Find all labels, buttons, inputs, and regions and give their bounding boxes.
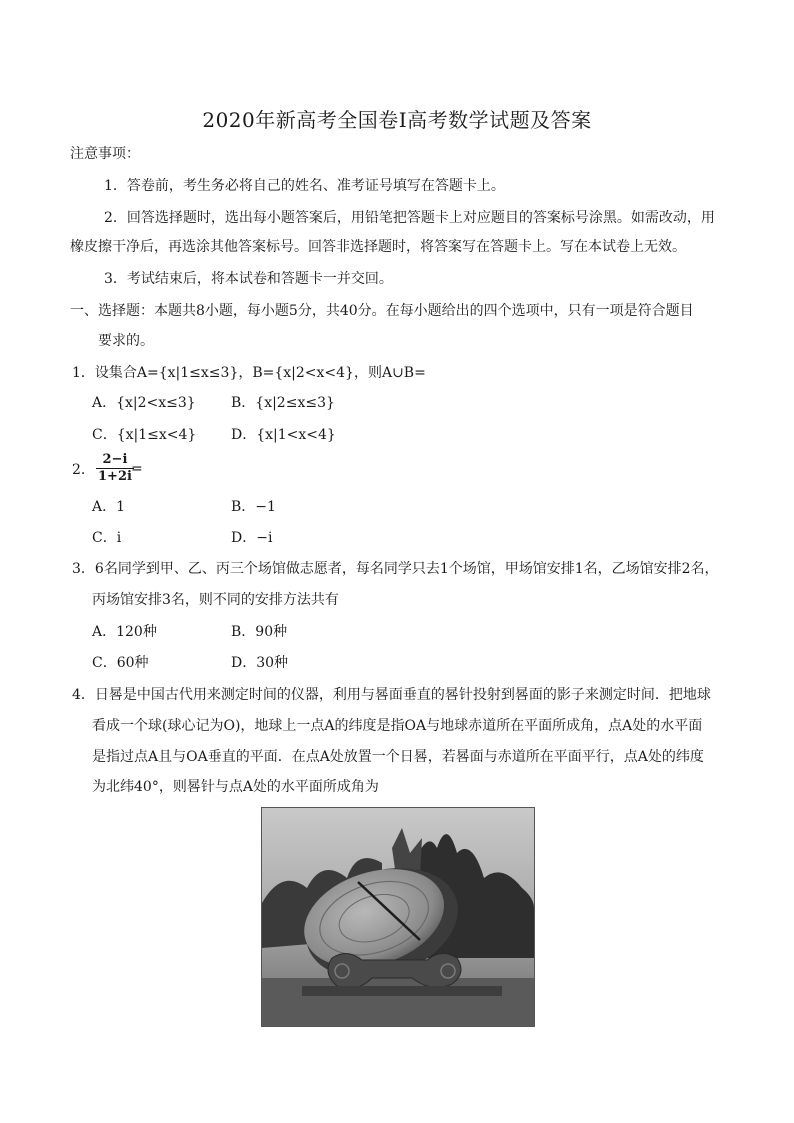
notice-item-2-line-1: 2．回答选择题时，选出每小题答案后，用铅笔把答题卡上对应题目的答案标号涂黑。如需改动，用 bbox=[104, 210, 715, 226]
question-1-option-b: B．{x|2≤x≤3} bbox=[231, 395, 335, 411]
question-1-option-a: A．{x|2<x≤3} bbox=[92, 395, 196, 411]
question-2-option-d: D．−i bbox=[231, 530, 273, 546]
question-3-stem-line-1: 3．6名同学到甲、乙、丙三个场馆做志愿者，每名同学只去1个场馆，甲场馆安排1名，乙场馆安排2名， bbox=[72, 561, 719, 577]
notice-item-1: 1．答卷前，考生务必将自己的姓名、准考证号填写在答题卡上。 bbox=[104, 178, 505, 194]
question-3-stem-line-2: 丙场馆安排3名，则不同的安排方法共有 bbox=[92, 592, 339, 608]
question-2-fraction bbox=[96, 453, 134, 484]
notice-item-2-line-2: 橡皮擦干净后，再选涂其他答案标号。回答非选择题时，将答案写在答题卡上。写在本试卷上无效。 bbox=[70, 239, 686, 255]
question-2-option-b: B．−1 bbox=[231, 499, 276, 515]
fraction-numerator: 2−i bbox=[102, 452, 128, 467]
ground bbox=[262, 978, 534, 1026]
question-4-stem-line-4: 为北纬40°，则晷针与点A处的水平面所成角为 bbox=[92, 779, 379, 795]
section-heading: 一、选择题：本题共8小题，每小题5分，共40分。在每小题给出的四个选项中，只有一项是符合题目 bbox=[70, 303, 694, 319]
notice-item-3: 3．考试结束后，将本试卷和答题卡一并交回。 bbox=[104, 271, 393, 287]
question-3-option-a: A．120种 bbox=[92, 624, 157, 640]
question-3-option-c: C．60种 bbox=[92, 655, 149, 671]
page-title: 2020年新高考全国卷Ⅰ高考数学试题及答案 bbox=[202, 108, 592, 132]
question-2-option-c: C．i bbox=[92, 530, 122, 546]
question-2-equals: = bbox=[131, 461, 143, 477]
question-3-option-b: B．90种 bbox=[231, 624, 288, 640]
question-1-stem: 1．设集合A={x|1≤x≤3}，B={x|2<x<4}，则A∪B= bbox=[72, 365, 426, 381]
section-heading-cont: 要求的。 bbox=[98, 333, 154, 349]
question-2-number: 2． bbox=[72, 462, 95, 478]
question-1-option-c: C．{x|1≤x<4} bbox=[92, 427, 197, 443]
question-1-option-d: D．{x|1<x<4} bbox=[231, 427, 336, 443]
notice-heading: 注意事项： bbox=[70, 146, 140, 162]
sundial-base bbox=[302, 986, 502, 996]
question-4-stem-line-2: 看成一个球(球心记为O)，地球上一点A的纬度是指OA与地球赤道所在平面所成角，点A处的水平面 bbox=[92, 718, 703, 734]
question-3-option-d: D．30种 bbox=[231, 655, 289, 671]
sundial-photo bbox=[261, 807, 535, 1027]
question-4-stem-line-3: 是指过点A且与OA垂直的平面．在点A处放置一个日晷，若晷面与赤道所在平面平行，点A处的纬度 bbox=[92, 749, 704, 765]
question-4-stem-line-1: 4．日晷是中国古代用来测定时间的仪器，利用与晷面垂直的晷针投射到晷面的影子来测定时间．把地球 bbox=[72, 687, 711, 703]
fraction-denominator: 1+2i bbox=[98, 469, 132, 484]
question-2-option-a: A．1 bbox=[92, 499, 126, 515]
